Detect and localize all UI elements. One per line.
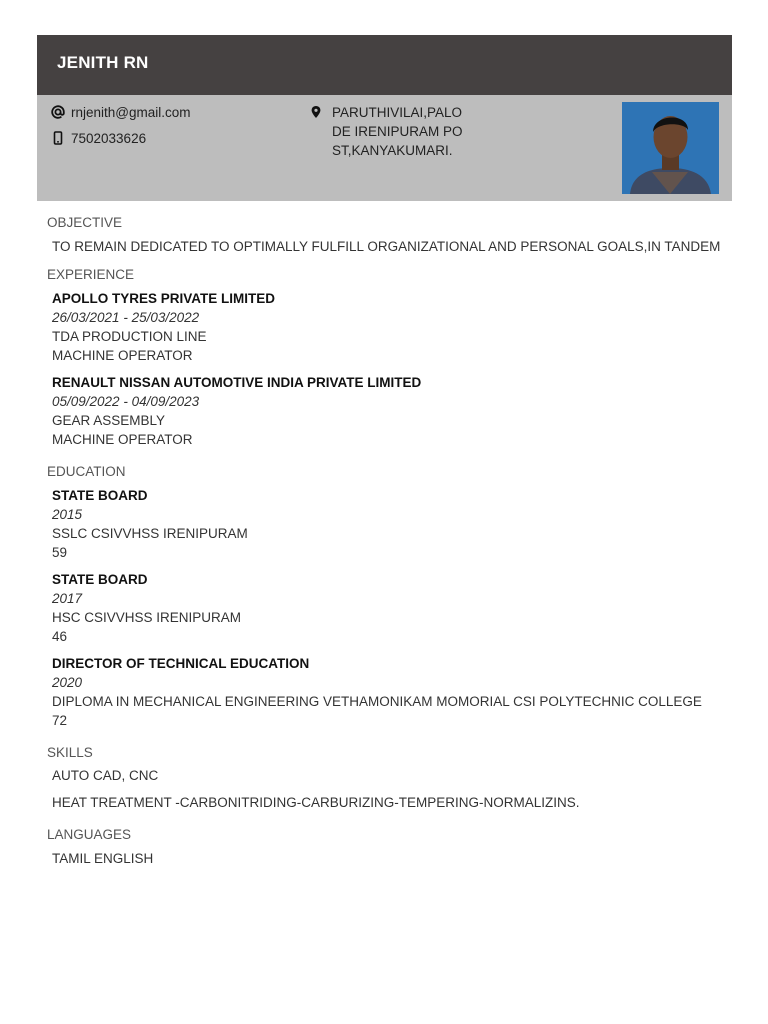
- education-score: 46: [52, 629, 68, 644]
- experience-dates: 05/09/2022 - 04/09/2023: [52, 394, 200, 409]
- education-year: 2020: [52, 675, 83, 690]
- experience-department: TDA PRODUCTION LINE: [52, 329, 207, 344]
- languages-text: TAMIL ENGLISH: [52, 851, 154, 866]
- education-course: HSC CSIVVHSS IRENIPURAM: [52, 610, 242, 625]
- experience-role: MACHINE OPERATOR: [52, 432, 193, 447]
- education-year: 2017: [52, 591, 83, 606]
- skill-item: AUTO CAD, CNC: [52, 768, 159, 783]
- education-heading: EDUCATION: [47, 464, 126, 479]
- education-course: DIPLOMA IN MECHANICAL ENGINEERING VETHAMONIKAM MOMORIAL CSI POLYTECHNIC COLLEGE: [52, 694, 702, 709]
- phone-text: 7502033626: [71, 131, 147, 146]
- address-line: ST,KANYAKUMARI.: [332, 143, 453, 158]
- education-board: DIRECTOR OF TECHNICAL EDUCATION: [52, 656, 310, 671]
- candidate-name: JENITH RN: [57, 53, 149, 72]
- email-text[interactable]: rnjenith@gmail.com: [71, 105, 191, 120]
- objective-text: TO REMAIN DEDICATED TO OPTIMALLY FULFILL ORGANIZATIONAL AND PERSONAL GOALS,IN TANDEM: [52, 239, 721, 254]
- address-line: DE IRENIPURAM PO: [332, 124, 463, 139]
- education-score: 59: [52, 545, 68, 560]
- education-course: SSLC CSIVVHSS IRENIPURAM: [52, 526, 248, 541]
- experience-company: RENAULT NISSAN AUTOMOTIVE INDIA PRIVATE LIMITED: [52, 375, 422, 390]
- resume-header: [37, 35, 732, 95]
- experience-department: GEAR ASSEMBLY: [52, 413, 166, 428]
- experience-heading: EXPERIENCE: [47, 267, 135, 282]
- skills-heading: SKILLS: [47, 745, 93, 760]
- education-board: STATE BOARD: [52, 572, 148, 587]
- experience-company: APOLLO TYRES PRIVATE LIMITED: [52, 291, 276, 306]
- education-score: 72: [52, 713, 68, 728]
- objective-heading: OBJECTIVE: [47, 215, 123, 230]
- experience-dates: 26/03/2021 - 25/03/2022: [52, 310, 200, 325]
- education-year: 2015: [52, 507, 83, 522]
- address-text: [332, 103, 482, 160]
- location-pin-icon: [309, 105, 323, 119]
- profile-photo: [622, 102, 719, 194]
- languages-heading: LANGUAGES: [47, 827, 132, 842]
- skill-item: HEAT TREATMENT -CARBONITRIDING-CARBURIZING-TEMPERING-NORMALIZINS.: [52, 795, 580, 810]
- contact-panel: [37, 95, 732, 201]
- experience-role: MACHINE OPERATOR: [52, 348, 193, 363]
- education-board: STATE BOARD: [52, 488, 148, 503]
- phone-icon: [51, 131, 65, 145]
- at-icon: [51, 105, 65, 119]
- address-line: PARUTHIVILAI,PALO: [332, 105, 463, 120]
